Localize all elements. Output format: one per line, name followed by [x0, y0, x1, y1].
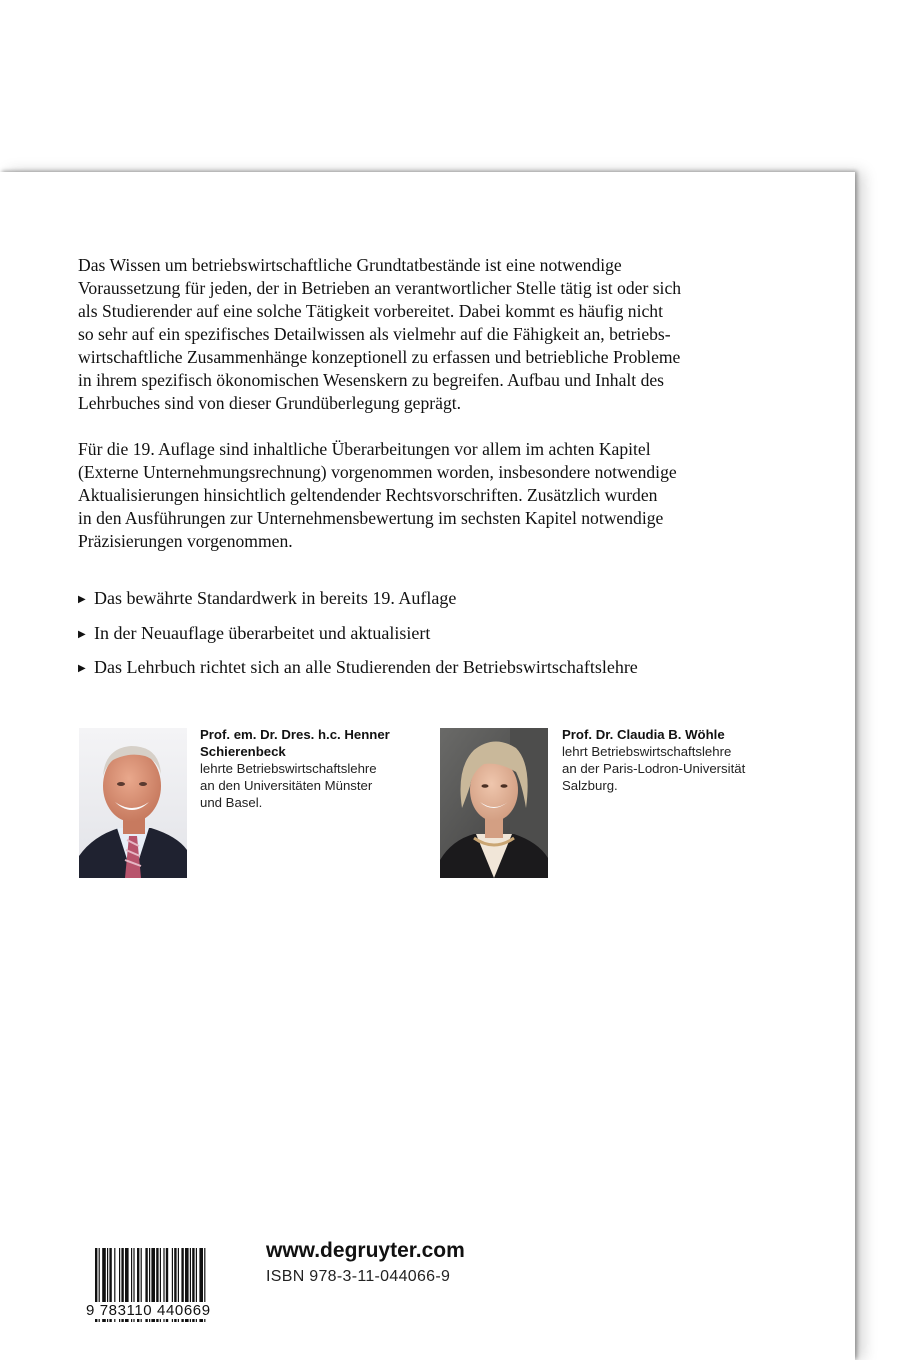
author-name: Prof. em. Dr. Dres. h.c. Henner: [200, 727, 390, 742]
text-line: Das Wissen um betriebswirtschaftliche Grundtatbestände ist eine notwendige: [78, 255, 622, 275]
author-bio-line: lehrte Betriebswirtschaftslehre: [200, 761, 377, 776]
author-name: Schierenbeck: [200, 744, 286, 759]
text-line: Aktualisierungen hinsichtlich geltendender Rechtsvorschriften. Zusätzlich wurden: [78, 485, 658, 505]
feature-list-item: [78, 621, 638, 656]
barcode-digits: 9 783110 440669: [86, 1302, 246, 1319]
description-paragraph-2: [78, 438, 778, 553]
bullet-triangle-icon: ▶: [78, 663, 86, 674]
author-photo: [440, 728, 548, 878]
text-line: in den Ausführungen zur Unternehmensbewertung im sechsten Kapitel notwendige: [78, 508, 664, 528]
publisher-website[interactable]: www.degruyter.com: [266, 1239, 465, 1262]
text-line: Für die 19. Auflage sind inhaltliche Überarbeitungen vor allem im achten Kapitel: [78, 439, 651, 459]
text-line: so sehr auf ein spezifisches Detailwissen als vielmehr auf die Fähigkeit an, betriebs-: [78, 324, 671, 344]
bullet-triangle-icon: ▶: [78, 594, 86, 605]
author-photo: [79, 728, 187, 878]
text-line: (Externe Unternehmungsrechnung) vorgenommen worden, insbesondere notwendige: [78, 462, 677, 482]
feature-text: In der Neuauflage überarbeitet und aktualisiert: [94, 622, 431, 643]
feature-list-item: [78, 655, 638, 690]
text-line: in ihrem spezifisch ökonomischen Wesenskern zu begreifen. Aufbau und Inhalt des: [78, 370, 665, 390]
text-line: Voraussetzung für jeden, der in Betrieben an verantwortlicher Stelle tätig ist oder sich: [78, 278, 682, 298]
bullet-triangle-icon: ▶: [78, 628, 86, 640]
text-line: Lehrbuches sind von dieser Grundüberlegung geprägt.: [78, 393, 462, 413]
feature-text: Das Lehrbuch richtet sich an alle Studierenden der Betriebswirtschaftslehre: [94, 657, 638, 677]
author-bio-line: an den Universitäten Münster: [200, 778, 373, 793]
author-bio-line: an der Paris-Lodron-Universität: [562, 761, 746, 776]
author-bio-line: lehrt Betriebswirtschaftslehre: [562, 744, 732, 759]
feature-list-item: [78, 586, 638, 621]
isbn-number: ISBN 978-3-11-044066-9: [266, 1268, 451, 1285]
author-name: Prof. Dr. Claudia B. Wöhle: [562, 727, 725, 742]
text-line: als Studierender auf eine solche Tätigkeit vorbereitet. Dabei kommt es häufig nicht: [78, 301, 663, 321]
description-paragraph-1: [78, 254, 778, 415]
author-bio: [562, 726, 792, 794]
text-line: Präzisierungen vorgenommen.: [78, 531, 293, 551]
author-bio-line: Salzburg.: [562, 778, 618, 793]
feature-list: [78, 586, 638, 690]
author-bio: [200, 726, 430, 811]
feature-text: Das bewährte Standardwerk in bereits 19. Auflage: [94, 588, 457, 608]
author-bio-line: und Basel.: [200, 795, 263, 810]
text-line: wirtschaftliche Zusammenhänge konzeptionell zu erfassen und betriebliche Probleme: [78, 347, 681, 367]
